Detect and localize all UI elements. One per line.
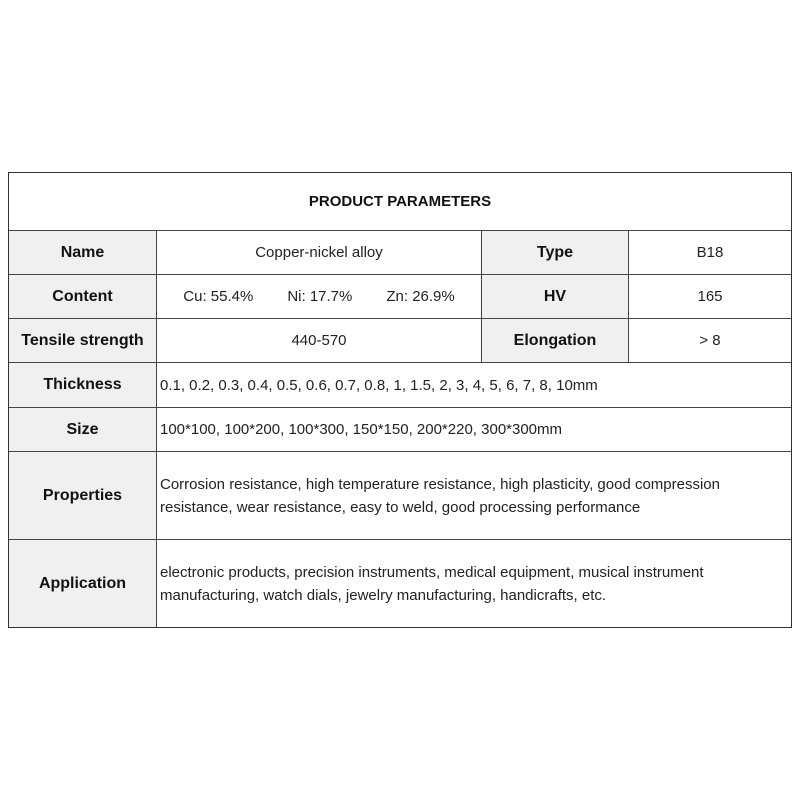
type-label: Type [481,231,629,274]
content-zn: Zn: 26.9% [386,288,455,305]
thickness-label: Thickness [9,363,157,407]
table-row [9,451,791,539]
tensile-value: 440-570 [291,332,347,349]
table-row [9,230,791,274]
size-label: Size [9,408,157,451]
table-row [9,362,791,407]
name-value: Copper-nickel alloy [255,244,383,261]
product-parameters-table [8,172,792,628]
table-row [9,274,791,318]
application-value: electronic products, precision instruments, medical equipment, musical instrument manufacturing, watch dials, jewelry manufacturing, handicrafts, etc. [160,563,704,604]
content-cu: Cu: 55.4% [183,288,254,305]
elongation-label: Elongation [481,319,629,362]
properties-value: Corrosion resistance, high temperature resistance, high plasticity, good compression resistance, wear resistance, easy to weld, good processing performance [160,475,720,516]
thickness-value: 0.1, 0.2, 0.3, 0.4, 0.5, 0.6, 0.7, 0.8, 1, 1.5, 2, 3, 4, 5, 6, 7, 8, 10mm [160,376,598,394]
hv-label: HV [481,275,629,318]
type-value: B18 [696,244,724,261]
tensile-label: Tensile strength [9,319,157,362]
table-title: PRODUCT PARAMETERS [308,193,492,210]
table-row [9,407,791,451]
hv-value: 165 [697,288,723,305]
properties-label: Properties [9,452,157,539]
name-label: Name [9,231,157,274]
application-label: Application [9,540,157,627]
table-row [9,539,791,627]
content-value [157,275,481,318]
size-value: 100*100, 100*200, 100*300, 150*150, 200*220, 300*300mm [160,421,563,438]
table-title-row [9,173,791,230]
content-label: Content [9,275,157,318]
table-row [9,318,791,362]
content-ni: Ni: 17.7% [287,288,353,305]
elongation-value: > 8 [699,332,721,349]
